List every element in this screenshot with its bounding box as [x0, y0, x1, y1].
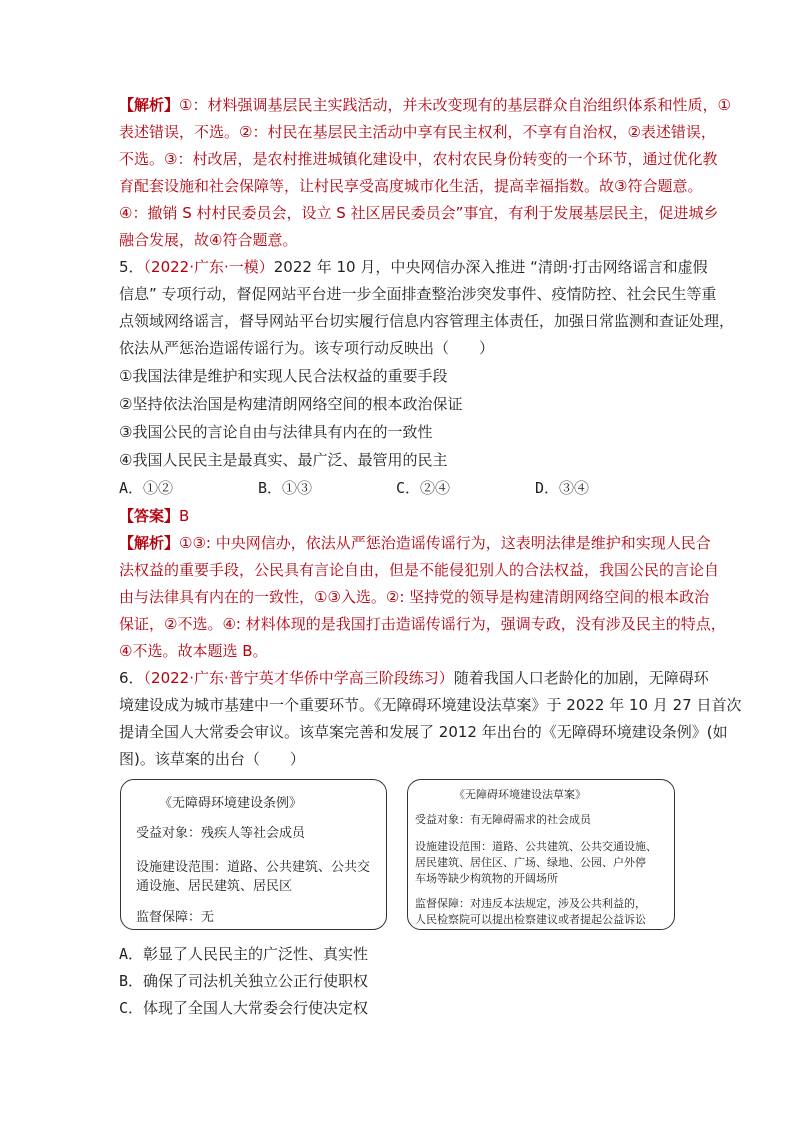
q6-line-2: 境建设成为城市基建中一个重要环节。《无障碍环境建设法草案》于 2022 年 10 月 27 日首次 [119, 696, 742, 714]
regulation-box-title: 《无障碍环境建设条例》 [159, 796, 303, 811]
analysis-line-3: 不选。③：村改居，是农村推进城镇化建设中，农村农民身份转变的一个环节，通过优化教 [119, 150, 718, 168]
draft-scope-line-3: 车场等缺少构筑物的开阔场所 [415, 872, 558, 885]
q5-analysis-line-1: 【解析】①③: 中央网信办，依法从严惩治造谣传谣行为，这表明法律是维护和实现人民合 [119, 534, 711, 552]
q5-number: 5． [119, 258, 144, 276]
draft-scope-line-1: 设施建设范围：道路、公共建筑、公共交通设施、 [415, 840, 657, 853]
draft-law-box [407, 779, 675, 930]
regulation-box [120, 779, 387, 930]
analysis-line-5: ④：撤销 S 村村民委员会，设立 S 社区居民委员会”事宜，有利于发展基层民主，促进城乡 [119, 204, 719, 222]
draft-supervision-line-2: 人民检察院可以提出检察建议或者提起公益诉讼 [415, 913, 646, 926]
analysis-tag: 【解析】 [119, 96, 180, 114]
q6-option-c: C．体现了全国人大常委会行使决定权 [119, 999, 369, 1017]
q5-option-d: D．③④ [535, 479, 590, 497]
answer-value: B [179, 507, 190, 525]
analysis-line-1: 【解析】①：材料强调基层民主实践活动，并未改变现有的基层群众自治组织体系和性质，① [119, 96, 731, 114]
answer-tag: 【答案】 [119, 507, 180, 525]
q6-source: （2022·广东·普宁英才华侨中学高三阶段练习） [143, 669, 454, 687]
q5-analysis-line-2: 法权益的重要手段，公民具有言论自由，但是不能侵犯别人的合法权益，我国公民的言论自 [119, 561, 720, 579]
draft-scope-line-2: 居民建筑、居住区、广场、绿地、公园、户外停 [415, 856, 646, 869]
q6-line-1: 6．（2022·广东·普宁英才华侨中学高三阶段练习）随着我国人口老龄化的加剧，无障碍环 [119, 669, 709, 687]
q5-answer [119, 506, 189, 526]
regulation-scope-line-2: 通设施、居民建筑、居民区 [136, 879, 293, 894]
q5-option-c: C．②④ [396, 479, 451, 497]
q5-option-b: B．①③ [258, 479, 313, 497]
regulation-supervision: 监督保障：无 [136, 910, 215, 925]
q5-statement-1: ①我国法律是维护和实现人民合法权益的重要手段 [119, 367, 448, 385]
q5-statement-3: ③我国公民的言论自由与法律具有内在的一致性 [119, 423, 433, 441]
q5-statement-2: ②坚持依法治国是构建清朗网络空间的根本政治保证 [119, 395, 463, 413]
q6-option-b: B．确保了司法机关独立公正行使职权 [119, 972, 369, 990]
q5-statement-4: ④我国人民民主是最真实、最广泛、最管用的民主 [119, 451, 448, 469]
q5-analysis-line-4: 保证，②不选。④: 材料体现的是我国打击造谣传谣行为，强调专政，没有涉及民主的特点， [119, 615, 726, 633]
analysis-line-6: 融合发展，故④符合题意。 [119, 231, 298, 249]
q5-analysis-line-3: 由与法律具有内在的一致性，①③入选。②: 坚持党的领导是构建清朗网络空间的根本政治 [119, 588, 710, 606]
q5-line-3: 点领域网络谣言，督导网站平台切实履行信息内容管理主体责任，加强日常监测和查证处理， [119, 312, 735, 330]
q5-line-4: 依法从严惩治造谣传谣行为。该专项行动反映出（ ） [119, 339, 495, 357]
q6-option-a: A．彰显了人民民主的广泛性、真实性 [119, 945, 369, 963]
q6-number: 6． [119, 669, 144, 687]
analysis-tag: 【解析】 [119, 534, 180, 552]
draft-beneficiary: 受益对象：有无障碍需求的社会成员 [415, 813, 591, 826]
q5-option-a: A．①② [119, 479, 174, 497]
q5-analysis-line-5: ④不选。故本题选 B。 [119, 642, 268, 660]
regulation-scope-line-1: 设施建设范围：道路、公共建筑、公共交 [136, 860, 371, 875]
draft-supervision-line-1: 监督保障：对违反本法规定，涉及公共利益的， [415, 897, 646, 910]
q5-line-2: 信息” 专项行动，督促网站平台进一步全面排查整治涉突发事件、疫情防控、社会民生等重 [119, 285, 717, 303]
q6-line-3: 提请全国人大常委会审议。该草案完善和发展了 2012 年出台的《无障碍环境建设条例》(如 [119, 723, 728, 741]
q6-line-4: 图)。该草案的出台（ ） [119, 750, 305, 768]
regulation-beneficiary: 受益对象：残疾人等社会成员 [136, 826, 306, 841]
analysis-line-2: 表述错误，不选。②：村民在基层民主活动中享有民主权利，不享有自治权，②表述错误， [119, 123, 716, 141]
q5-line-1: 5．（2022·广东·一模）2022 年 10 月，中央网信办深入推进 “清朗·打击网络谣言和虚假 [119, 258, 708, 276]
analysis-line-4: 育配套设施和社会保障等，让村民享受高度城市化生活，提高幸福指数。故③符合题意。 [119, 177, 703, 195]
q5-source: （2022·广东·一模） [143, 258, 274, 276]
draft-law-box-title: 《无障碍环境建设法草案》 [454, 788, 586, 801]
